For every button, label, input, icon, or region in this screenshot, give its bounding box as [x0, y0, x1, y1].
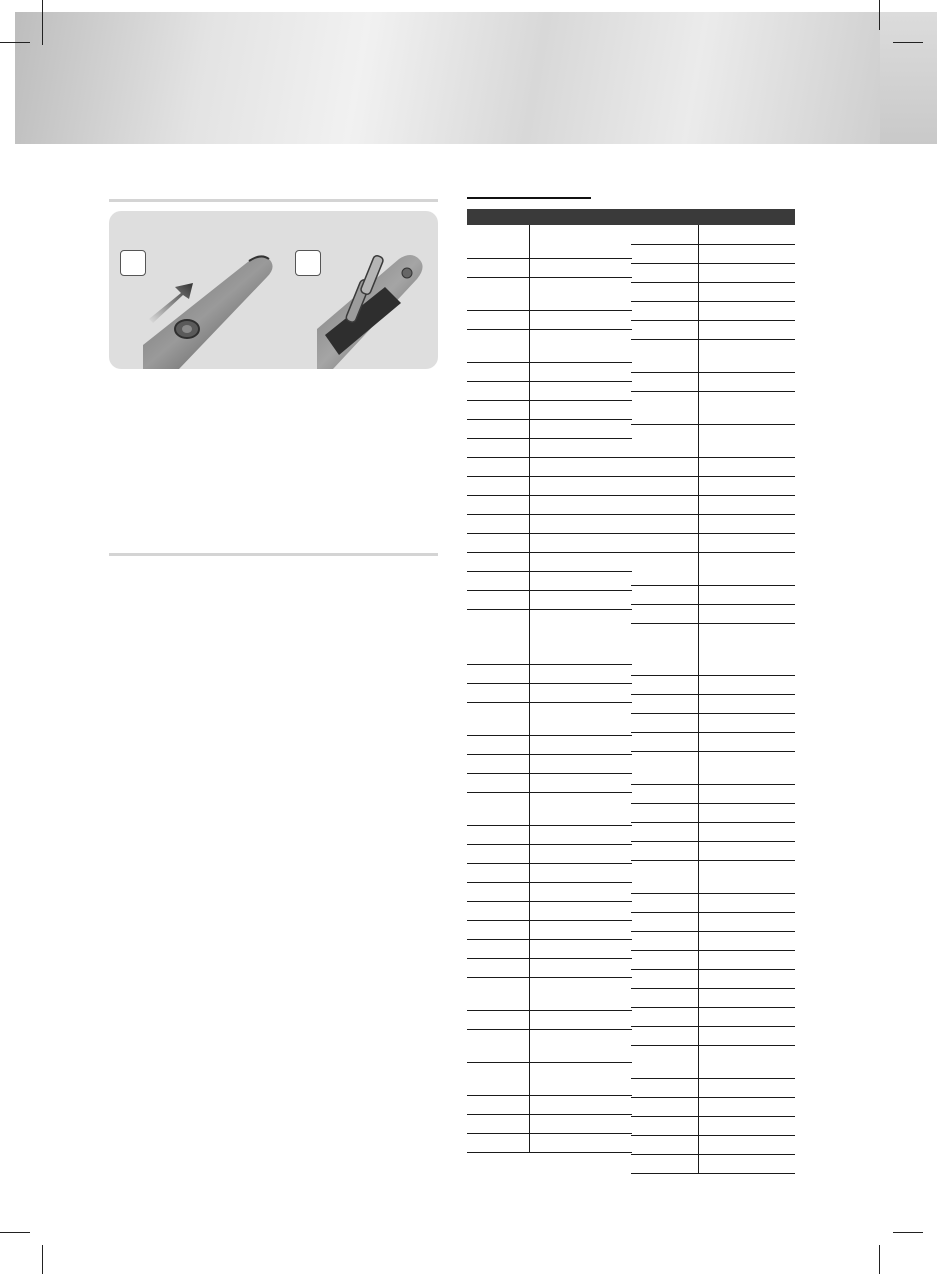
table-cell [467, 958, 529, 977]
table-row [631, 1026, 795, 1045]
table-cell [467, 495, 529, 514]
table-row [467, 920, 632, 939]
table-row [467, 476, 632, 495]
table-header-cell [467, 209, 529, 225]
table-cell [467, 773, 529, 792]
table-cell [631, 552, 698, 585]
table-row [631, 1116, 795, 1135]
table-cell [698, 623, 795, 675]
table-cell [529, 754, 632, 773]
table-row [467, 400, 632, 419]
table-cell [631, 476, 698, 495]
table-row [631, 675, 795, 694]
table-row [467, 792, 632, 825]
table-row [467, 773, 632, 792]
table-row [631, 585, 795, 604]
table-cell [631, 1154, 698, 1173]
table-row [631, 694, 795, 713]
table-row [467, 1114, 632, 1133]
table-cell [631, 893, 698, 912]
table-cell [698, 514, 795, 533]
table-cell [698, 1116, 795, 1135]
table-cell [631, 822, 698, 841]
table-cell [529, 495, 632, 514]
table-cell [631, 514, 698, 533]
table-cell [631, 424, 698, 457]
table-cell [467, 683, 529, 702]
table-cell [698, 860, 795, 893]
table-cell [467, 533, 529, 552]
table-row [467, 310, 632, 329]
table-cell [698, 1097, 795, 1116]
table-cell [529, 735, 632, 754]
table-cell [529, 825, 632, 844]
table-row [631, 822, 795, 841]
table-cell [467, 329, 529, 362]
table-row [467, 683, 632, 702]
table-row [467, 609, 632, 664]
table-row [467, 1133, 632, 1152]
table-row [467, 754, 632, 773]
table-cell [529, 277, 632, 310]
table-cell [529, 977, 632, 1010]
table-row [467, 735, 632, 754]
table-cell [698, 893, 795, 912]
table-row [467, 977, 632, 1010]
table-row [631, 282, 795, 301]
table-cell [529, 664, 632, 683]
table-cell [631, 244, 698, 263]
table-cell [698, 694, 795, 713]
table-cell [631, 391, 698, 424]
table-row [467, 1095, 632, 1114]
crop-mark [893, 42, 923, 43]
crop-mark [893, 1232, 923, 1233]
table-cell [631, 969, 698, 988]
table-cell [467, 609, 529, 664]
table-cell [631, 860, 698, 893]
table-cell [631, 694, 698, 713]
table-cell [467, 702, 529, 735]
table-row [631, 893, 795, 912]
table-cell [467, 590, 529, 609]
table-cell [698, 1007, 795, 1026]
table-cell [631, 988, 698, 1007]
table-cell [529, 1114, 632, 1133]
table-cell [529, 1062, 632, 1095]
table-row [631, 1078, 795, 1097]
table-row [467, 1062, 632, 1095]
table-cell [698, 372, 795, 391]
table-cell [698, 713, 795, 732]
table-cell [529, 329, 632, 362]
table-cell [529, 1133, 632, 1152]
table-row [631, 1097, 795, 1116]
table-row [631, 950, 795, 969]
table-cell [698, 263, 795, 282]
section-heading-underline [467, 197, 591, 199]
table-row [467, 329, 632, 362]
table-cell [529, 362, 632, 381]
table-cell [698, 301, 795, 320]
section-rule [109, 553, 438, 556]
table-cell [631, 931, 698, 950]
table-row [467, 901, 632, 920]
table-cell [529, 571, 632, 590]
table-cell [529, 702, 632, 735]
table-cell [698, 822, 795, 841]
table-cell [698, 969, 795, 988]
table-cell [529, 258, 632, 277]
table-cell [698, 841, 795, 860]
table-row [467, 552, 632, 571]
table-row [631, 732, 795, 751]
table-cell [631, 339, 698, 372]
table-row [631, 623, 795, 675]
table-row [631, 969, 795, 988]
table-cell [631, 301, 698, 320]
table-row [467, 381, 632, 400]
table-cell [467, 571, 529, 590]
table-cell [529, 609, 632, 664]
crop-mark [42, 0, 43, 45]
table-cell [467, 310, 529, 329]
table-cell [529, 533, 632, 552]
table-cell [698, 950, 795, 969]
table-row [631, 339, 795, 372]
table-cell [698, 391, 795, 424]
table-cell [631, 732, 698, 751]
table-cell [631, 1078, 698, 1097]
table-row [467, 438, 632, 457]
table-row [467, 863, 632, 882]
table-row [467, 419, 632, 438]
table-row [467, 939, 632, 958]
table-cell [631, 1116, 698, 1135]
table-cell [529, 1095, 632, 1114]
table-cell [467, 1062, 529, 1095]
table-cell [698, 988, 795, 1007]
table-row [631, 912, 795, 931]
table-row [631, 713, 795, 732]
table-row [631, 391, 795, 424]
table-row [467, 362, 632, 381]
table-row [631, 533, 795, 552]
table-row [631, 514, 795, 533]
table-cell [631, 320, 698, 339]
table-cell [631, 950, 698, 969]
remote-battery-illustration [315, 249, 435, 369]
table-cell [698, 912, 795, 931]
table-row [631, 225, 795, 244]
table-row [631, 1045, 795, 1078]
section-rule [109, 199, 438, 202]
table-cell [467, 792, 529, 825]
brand-code-table-right [631, 209, 795, 1174]
crop-mark [879, 1245, 880, 1274]
table-row [631, 784, 795, 803]
table-cell [698, 320, 795, 339]
table-cell [467, 514, 529, 533]
table-cell [631, 1045, 698, 1078]
table-cell [698, 225, 795, 244]
table-cell [467, 225, 529, 258]
table-cell [631, 1026, 698, 1045]
table-cell [467, 825, 529, 844]
table-cell [529, 590, 632, 609]
table-cell [529, 773, 632, 792]
table-row [631, 751, 795, 784]
table-cell [698, 1078, 795, 1097]
table-cell [631, 604, 698, 623]
table-cell [631, 751, 698, 784]
table-cell [529, 792, 632, 825]
table-row [631, 457, 795, 476]
table-cell [467, 1133, 529, 1152]
table-cell [529, 552, 632, 571]
table-cell [467, 863, 529, 882]
table-row [631, 931, 795, 950]
table-cell [529, 939, 632, 958]
table-row [631, 1135, 795, 1154]
crop-mark [0, 42, 30, 43]
table-cell [467, 1010, 529, 1029]
table-cell [631, 585, 698, 604]
table-cell [467, 882, 529, 901]
table-cell [698, 495, 795, 514]
table-cell [529, 683, 632, 702]
table-cell [631, 282, 698, 301]
table-cell [698, 339, 795, 372]
table-cell [529, 1010, 632, 1029]
table-row [467, 533, 632, 552]
table-cell [698, 552, 795, 585]
table-cell [698, 282, 795, 301]
table-cell [467, 400, 529, 419]
table-cell [529, 844, 632, 863]
table-row [631, 244, 795, 263]
table-cell [529, 438, 632, 457]
table-cell [467, 552, 529, 571]
table-cell [631, 1097, 698, 1116]
table-cell [529, 310, 632, 329]
table-cell [467, 901, 529, 920]
table-row [467, 590, 632, 609]
table-cell [698, 604, 795, 623]
table-cell [529, 882, 632, 901]
battery-illustration [109, 211, 438, 369]
table-cell [698, 533, 795, 552]
table-cell [631, 1135, 698, 1154]
table-row [631, 263, 795, 282]
table-cell [529, 457, 632, 476]
table-cell [467, 844, 529, 863]
table-cell [698, 457, 795, 476]
table-cell [467, 381, 529, 400]
table-row [631, 988, 795, 1007]
table-header-cell [698, 209, 795, 225]
table-header-cell [631, 209, 698, 225]
table-cell [698, 585, 795, 604]
table-cell [467, 419, 529, 438]
table-row [631, 301, 795, 320]
table-cell [698, 732, 795, 751]
table-row [631, 860, 795, 893]
crop-mark [0, 1232, 30, 1233]
table-cell [467, 664, 529, 683]
table-cell [529, 400, 632, 419]
table-row [631, 372, 795, 391]
table-cell [631, 841, 698, 860]
table-row [467, 958, 632, 977]
table-cell [698, 675, 795, 694]
table-cell [631, 495, 698, 514]
table-cell [698, 784, 795, 803]
table-cell [631, 533, 698, 552]
table-cell [631, 372, 698, 391]
table-cell [698, 424, 795, 457]
table-row [467, 277, 632, 310]
table-row [467, 258, 632, 277]
table-cell [529, 476, 632, 495]
table-row [631, 803, 795, 822]
table-cell [698, 1135, 795, 1154]
table-cell [467, 920, 529, 939]
table-cell [467, 277, 529, 310]
table-row [467, 225, 632, 258]
table-cell [631, 623, 698, 675]
table-row [631, 604, 795, 623]
table-cell [631, 784, 698, 803]
table-cell [529, 419, 632, 438]
table-row [467, 1029, 632, 1062]
table-cell [467, 939, 529, 958]
table-row [467, 702, 632, 735]
table-row [467, 514, 632, 533]
table-row [467, 457, 632, 476]
table-cell [698, 751, 795, 784]
table-cell [698, 803, 795, 822]
table-cell [467, 438, 529, 457]
table-cell [529, 514, 632, 533]
table-row [467, 844, 632, 863]
table-cell [631, 263, 698, 282]
table-row [467, 664, 632, 683]
table-cell [467, 476, 529, 495]
table-cell [467, 977, 529, 1010]
table-cell [467, 754, 529, 773]
header-banner [15, 12, 880, 144]
table-cell [529, 1029, 632, 1062]
table-cell [529, 920, 632, 939]
crop-mark [879, 0, 880, 30]
table-cell [631, 457, 698, 476]
table-row [631, 424, 795, 457]
table-row [467, 495, 632, 514]
table-row [467, 825, 632, 844]
table-header-cell [529, 209, 632, 225]
table-row [467, 571, 632, 590]
table-cell [467, 258, 529, 277]
table-row [631, 1007, 795, 1026]
table-cell [467, 362, 529, 381]
table-cell [631, 1007, 698, 1026]
brand-code-table-left [467, 209, 632, 1153]
table-cell [698, 476, 795, 495]
side-tab [880, 12, 937, 144]
table-cell [467, 1095, 529, 1114]
table-row [467, 882, 632, 901]
table-cell [529, 225, 632, 258]
table-cell [631, 713, 698, 732]
table-cell [631, 675, 698, 694]
table-row [631, 495, 795, 514]
table-cell [698, 1045, 795, 1078]
table-row [631, 1154, 795, 1173]
table-cell [698, 1154, 795, 1173]
table-row [631, 552, 795, 585]
table-cell [631, 225, 698, 244]
table-cell [529, 958, 632, 977]
table-cell [467, 457, 529, 476]
table-row [631, 476, 795, 495]
table-cell [631, 803, 698, 822]
table-row [467, 1010, 632, 1029]
table-cell [529, 901, 632, 920]
table-cell [467, 735, 529, 754]
table-cell [698, 244, 795, 263]
table-cell [529, 863, 632, 882]
table-cell [467, 1114, 529, 1133]
crop-mark [42, 1245, 43, 1274]
table-row [631, 320, 795, 339]
table-cell [467, 1029, 529, 1062]
table-cell [698, 931, 795, 950]
remote-cover-illustration [139, 247, 289, 369]
table-cell [529, 381, 632, 400]
table-cell [631, 912, 698, 931]
table-row [631, 841, 795, 860]
table-cell [698, 1026, 795, 1045]
